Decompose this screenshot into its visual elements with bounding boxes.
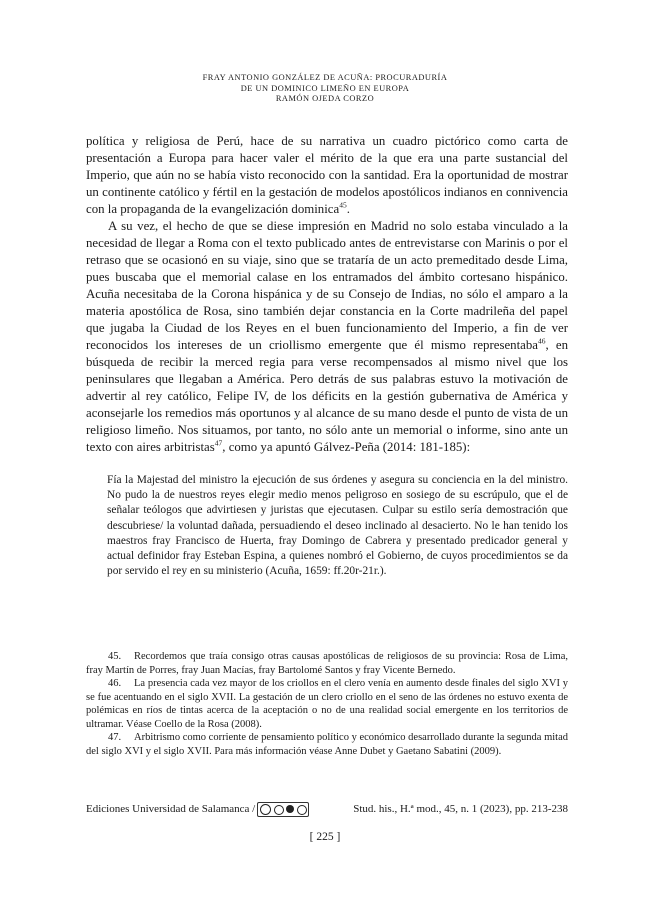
paragraph-1: política y religiosa de Perú, hace de su narrativa un cuadro pictórico como carta de presentación a Europa para hacer valer el mérito de la que era una parte sustancial del Imperio, que aún no se había visto reconocido con la santidad. Era la oportunidad de mostrar un continente católico y fértil en la gestación de modelos apostólicos indianos en connivencia con la propaganda de la evangelización dominica$^{45}$. — [86, 134, 568, 216]
running-author: RAMÓN OJEDA CORZO — [275, 94, 375, 103]
footnote-number: 45. — [108, 651, 122, 662]
running-title-line-1: FRAY ANTONIO GONZÁLEZ DE ACUÑA: PROCURADURÍA — [202, 73, 448, 82]
footnote-47 — [86, 731, 568, 758]
footnote-45 — [86, 650, 568, 677]
footnote-number: 47. — [108, 732, 122, 743]
footnote-number: 46. — [108, 678, 122, 689]
block-quote-text: Fía la Majestad del ministro la ejecución de sus órdenes y asegura su conciencia en la del ministro. No pudo la de nuestros reyes elegir medio menos peligroso en sosiego de su escrúpulo, que el de señalar teólogos que advirtiesen y juristas que ejecutasen. Culpar su estilo sería demostración que descubriese/ la voluntad dañada, persuadiendo el deseo inclinado al desacierto. No le han tenido los maestros fray Francisco de Huerta, fray Domingo de Cabrera y presentado predicador general y actual definidor fray Esteban Espina, a quienes nombró el Gobierno, de cuyos procedimientos se da por servido el rey en su ministerio (Acuña, 1659: ff.20r-21r.). — [107, 474, 568, 578]
footnote-text: Recordemos que traía consigo otras causas apostólicas de religiosos de su provincia: Rosa de Lima, fray Martín de Porres, fray Juan Macías, fray Bartolomé Santos y fray Vicente Bernedo. — [86, 651, 568, 676]
footnote-ref-46[interactable]: 46 — [537, 336, 546, 346]
footnote-ref-47[interactable]: 47 — [214, 438, 223, 448]
cc-by-nc-nd-icon[interactable] — [257, 802, 309, 817]
footer-publisher: Ediciones Universidad de Salamanca / — [86, 802, 309, 817]
running-title-line-2: DE UN DOMINICO LIMEÑO EN EUROPA — [240, 83, 410, 93]
page-footer — [86, 802, 568, 817]
footnote-text: La presencia cada vez mayor de los criollos en el clero venía en aumento desde finales del siglo XVI y se fue acentuando en el siglo XVII. La gestación de un clero criollo en el seno de las órdenes no estuvo exenta de polémicas en ríos de tintas acerca de la aceptación o no de una realidad social emergente en los territorios de ultramar. Véase Coello de la Rosa (2008). — [86, 678, 568, 730]
running-header — [80, 73, 570, 105]
paragraph-2: A su vez, el hecho de que se diese impresión en Madrid no solo estaba vinculado a la necesidad de llegar a Roma con el texto publicado antes de entrevistarse con Marinis o por el retraso que se ocasionó en su viaje, sino que se trataría de un acto premeditado desde Lima, pues buscaba que el memorial calase en los entramados del ámbito cortesano hispánico. Acuña necesitaba de la Corona hispánica y de su Consejo de Indias, no sólo el amparo a la materia apostólica de Rosa, sino también dejar constancia en la Corte madrileña del papel que jugaba la Ciudad de los Reyes en el buen funcionamiento del Imperio, a fin de ver reconocidos los intereses de un criollismo emergente que él mismo representaba$^{46}$, en búsqueda de recibir la merced regia para verse recompensados al mismo nivel que los peninsulares que llegaban a América. Pero detrás de sus palabras estuvo la motivación de advertir al rey católico, Felipe IV, de los déficits en la gestión gubernativa de América y aconsejarle los remedios más oportunos y al alcance de su mano desde el punto de vista de un religioso limeño. Nos situamos, por tanto, no sólo ante un memorial o informe, sino ante un texto con aires arbitristas$^{47}$, como ya apuntó Gálvez-Peña (2014: 181-185): — [86, 219, 569, 454]
main-text — [86, 133, 568, 456]
footer-journal-citation: Stud. his., H.ª mod., 45, n. 1 (2023), pp. 213-238 — [353, 803, 568, 815]
block-quote — [107, 473, 568, 579]
footnote-ref-45[interactable]: 45 — [339, 200, 347, 210]
footnote-46 — [86, 677, 568, 731]
footnote-text: Arbitrismo como corriente de pensamiento político y económico desarrollado durante la segunda mitad del siglo XVI y el siglo XVII. Para más información véase Anne Dubet y Gaetano Sabatini (2009). — [86, 732, 568, 757]
footnotes — [86, 650, 568, 758]
page-number: [ 225 ] — [309, 831, 341, 843]
